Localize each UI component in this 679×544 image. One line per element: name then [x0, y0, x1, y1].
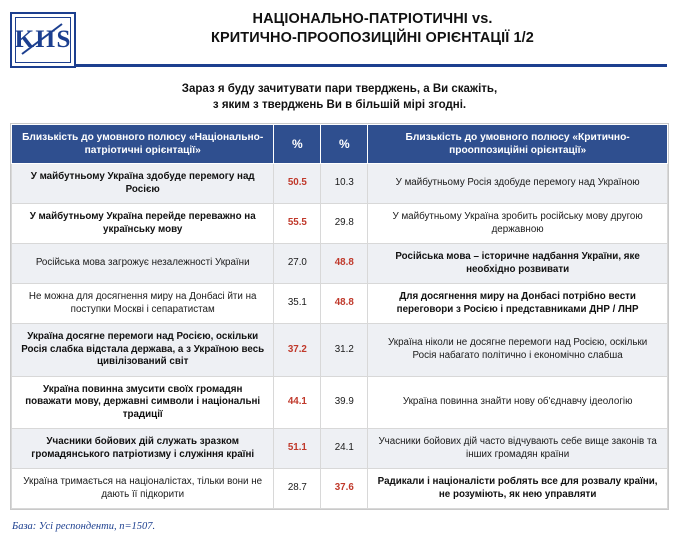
column-header-pct-right: %: [321, 125, 368, 164]
statement-left: Україна повинна змусити своїх громадян поважати мову, державні символи і національні традиції: [12, 376, 274, 429]
header-divider: [12, 64, 667, 67]
statement-right: Для досягнення миру на Донбасі потрібно вести переговори з Росією і представниками ДНР / ЛНР: [368, 284, 668, 324]
percent-right: 48.8: [321, 244, 368, 284]
percent-left: 50.5: [274, 164, 321, 204]
percent-left: 35.1: [274, 284, 321, 324]
percent-right: 37.6: [321, 469, 368, 509]
title-line-1: НАЦІОНАЛЬНО-ПАТРІОТИЧНІ vs.: [252, 11, 493, 27]
statement-right: Україна ніколи не досягне перемоги над Росією, оскільки Росія набагато політично і економічно слабша: [368, 324, 668, 377]
table-row: [12, 469, 668, 509]
percent-left: 27.0: [274, 244, 321, 284]
table-row: [12, 429, 668, 469]
percent-right: 29.8: [321, 204, 368, 244]
statement-right: У майбутньому Україна зробить російську мову другою державною: [368, 204, 668, 244]
statement-left: Україна досягне перемоги над Росією, оскільки Росія слабка відстала держава, а з Україною весь цивілізований світ: [12, 324, 274, 377]
question-intro: [40, 81, 639, 113]
logo-text: KIIS: [14, 26, 72, 53]
percent-left: 51.1: [274, 429, 321, 469]
percent-right: 39.9: [321, 376, 368, 429]
statement-left: У майбутньому Україна здобуде перемогу над Росією: [12, 164, 274, 204]
statement-right: Російська мова – історичне надбання України, яке необхідно розвивати: [368, 244, 668, 284]
statement-left: У майбутньому Україна перейде переважно на українську мову: [12, 204, 274, 244]
results-panel: [10, 123, 669, 510]
statement-left: Україна тримається на націоналістах, тільки вони не дають її підкорити: [12, 469, 274, 509]
percent-left: 44.1: [274, 376, 321, 429]
statement-right: Україна повинна знайти нову об'єднавчу ідеологію: [368, 376, 668, 429]
statement-left: Російська мова загрожує незалежності України: [12, 244, 274, 284]
intro-line-2: з яким з тверджень Ви в більшій мірі згодні.: [212, 99, 467, 111]
percent-left: 37.2: [274, 324, 321, 377]
column-header-left: Близькість до умовного полюсу «Національно-патріотичні орієнтації»: [12, 125, 274, 164]
statement-right: Учасники бойових дій часто відчувають себе вище законів та інших громадян країни: [368, 429, 668, 469]
percent-left: 28.7: [274, 469, 321, 509]
percent-right: 10.3: [321, 164, 368, 204]
column-header-right: Близькість до умовного полюсу «Критично-прооппозиційні орієнтації»: [368, 125, 668, 164]
page-title: [76, 10, 665, 48]
base-note: База: Усі респонденти, n=1507.: [12, 521, 156, 532]
intro-line-1: Зараз я буду зачитувати пари тверджень, а Ви скажіть,: [181, 83, 498, 95]
statement-left: Не можна для досягнення миру на Донбасі йти на поступки Москві і сепаратистам: [12, 284, 274, 324]
table-row: [12, 164, 668, 204]
title-line-2: КРИТИЧНО-ПРООПОЗИЦІЙНІ ОРІЄНТАЦІЇ 1/2: [211, 30, 534, 46]
kiis-logo: [10, 12, 76, 68]
page-header: [0, 0, 679, 62]
statement-left: Учасники бойових дій служать зразком громадянського патріотизму і служіння країні: [12, 429, 274, 469]
table-row: [12, 376, 668, 429]
statement-right: Радикали і націоналісти роблять все для розвалу країни, не розуміють, як нею управляти: [368, 469, 668, 509]
table-row: [12, 244, 668, 284]
statement-right: У майбутньому Росія здобуде перемогу над Україною: [368, 164, 668, 204]
table-header-row: [12, 125, 668, 164]
table-row: [12, 284, 668, 324]
table-header: [12, 125, 668, 164]
table-row: [12, 204, 668, 244]
results-table: [11, 124, 668, 509]
percent-right: 48.8: [321, 284, 368, 324]
table-body: [12, 164, 668, 509]
column-header-pct-left: %: [274, 125, 321, 164]
table-row: [12, 324, 668, 377]
percent-left: 55.5: [274, 204, 321, 244]
percent-right: 24.1: [321, 429, 368, 469]
percent-right: 31.2: [321, 324, 368, 377]
